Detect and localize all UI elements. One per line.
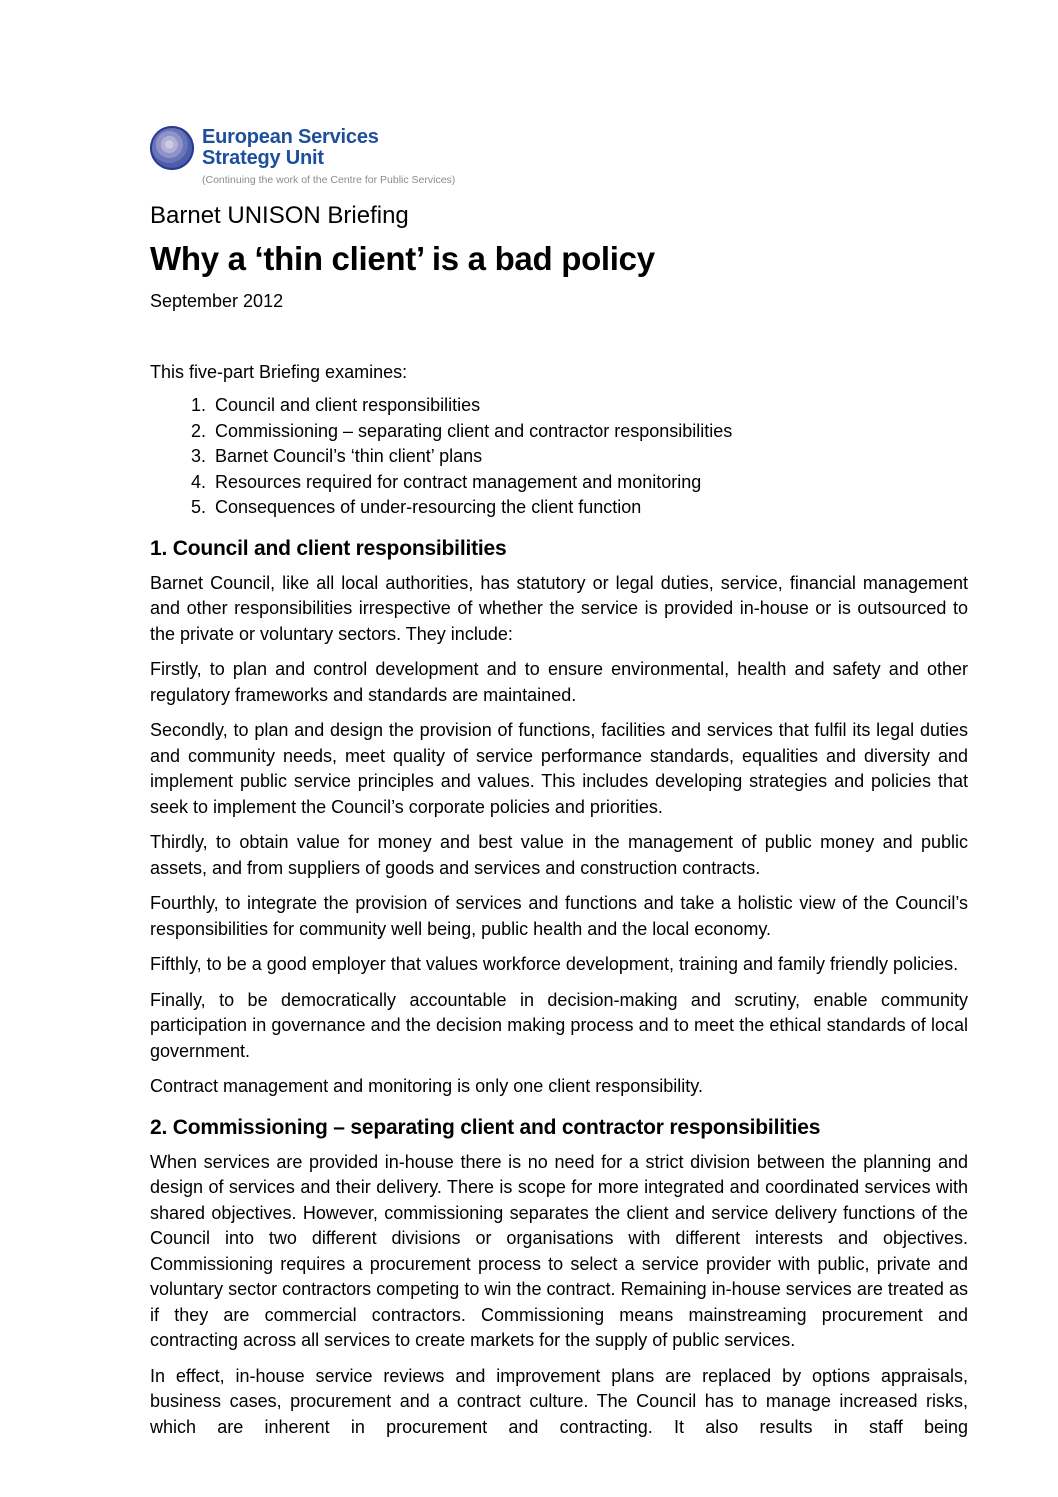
essu-logo-text [202,126,455,186]
page-title: Why a ‘thin client’ is a bad policy [150,240,655,277]
section-1-paragraph: Finally, to be democratically accountable in decision-making and scrutiny, enable community participation in governance and the decision making process and to meet the ethical standards of local government. [150,989,968,1061]
section-1-paragraph: Secondly, to plan and design the provision of functions, facilities and services that fulfil its legal duties and community needs, meet quality of service performance standards, equalities and diversity and implement public service principles and values. This includes developing strategies and policies that seek to implement the Council’s corporate policies and priorities. [150,720,968,817]
section-1-paragraph: Contract management and monitoring is only one client responsibility. [150,1076,703,1096]
logo-tagline: (Continuing the work of the Centre for Public Services) [202,174,456,186]
essu-logo [150,126,968,186]
section-1-paragraph: Thirdly, to obtain value for money and best value in the management of public money and public assets, and from suppliers of goods and services and construction contracts. [150,832,968,878]
section-1-paragraph: Fourthly, to integrate the provision of services and functions and take a holistic view of the Council’s responsibilities for community well being, public health and the local economy. [150,893,968,939]
section-1-heading: 1. Council and client responsibilities [150,536,507,560]
contents-item-3: 3. Barnet Council’s ‘thin client’ plans [211,444,968,470]
section-2-paragraph-truncated: In effect, in-house service reviews and improvement plans are replaced by options appraisals, business cases, procurement and a contract culture. The Council has to manage increased risks, which are inherent in procurement and contracting. It also results in staff being [150,1365,968,1437]
briefing-kicker: Barnet UNISON Briefing [150,202,409,229]
section-1-paragraph: Barnet Council, like all local authorities, has statutory or legal duties, service, financial management and other responsibilities irrespective of whether the service is provided in-house or is outsourced to the private or voluntary sectors. They include: [150,572,968,644]
logo-org-line2: Strategy Unit [202,147,324,169]
essu-sphere-icon [150,126,194,170]
contents-item-2: 2. Commissioning – separating client and contractor responsibilities [211,419,968,445]
intro-line: This five-part Briefing examines: [150,362,408,382]
logo-org-line1: European Services [202,126,379,148]
logo-org-name [202,127,455,169]
section-2-paragraph: When services are provided in-house there is no need for a strict division between the planning and design of services and their delivery. There is scope for more integrated and coordinated services with shared objectives. However, commissioning separates the client and service delivery functions of the Council into two different divisions or organisations with different interests and objectives. Commissioning requires a procurement process to select a service provider with public, private and voluntary sector contractors competing to win the contract. Remaining in-house services are treated as if they are commercial contractors. Commissioning means mainstreaming procurement and contracting across all services to create markets for the supply of public services. [150,1151,968,1350]
contents-item-4: 4. Resources required for contract management and monitoring [211,470,968,496]
contents-item-5: 5. Consequences of under-resourcing the client function [211,495,968,521]
section-2-heading: 2. Commissioning – separating client and contractor responsibilities [150,1115,821,1139]
section-1-paragraph: Firstly, to plan and control development and to ensure environmental, health and safety and other regulatory frameworks and standards are maintained. [150,659,968,705]
briefing-date: September 2012 [150,291,284,311]
contents-item-1: 1. Council and client responsibilities [211,393,968,419]
section-1-paragraph: Fifthly, to be a good employer that values workforce development, training and family friendly policies. [150,954,959,974]
briefing-contents-list [150,393,968,521]
